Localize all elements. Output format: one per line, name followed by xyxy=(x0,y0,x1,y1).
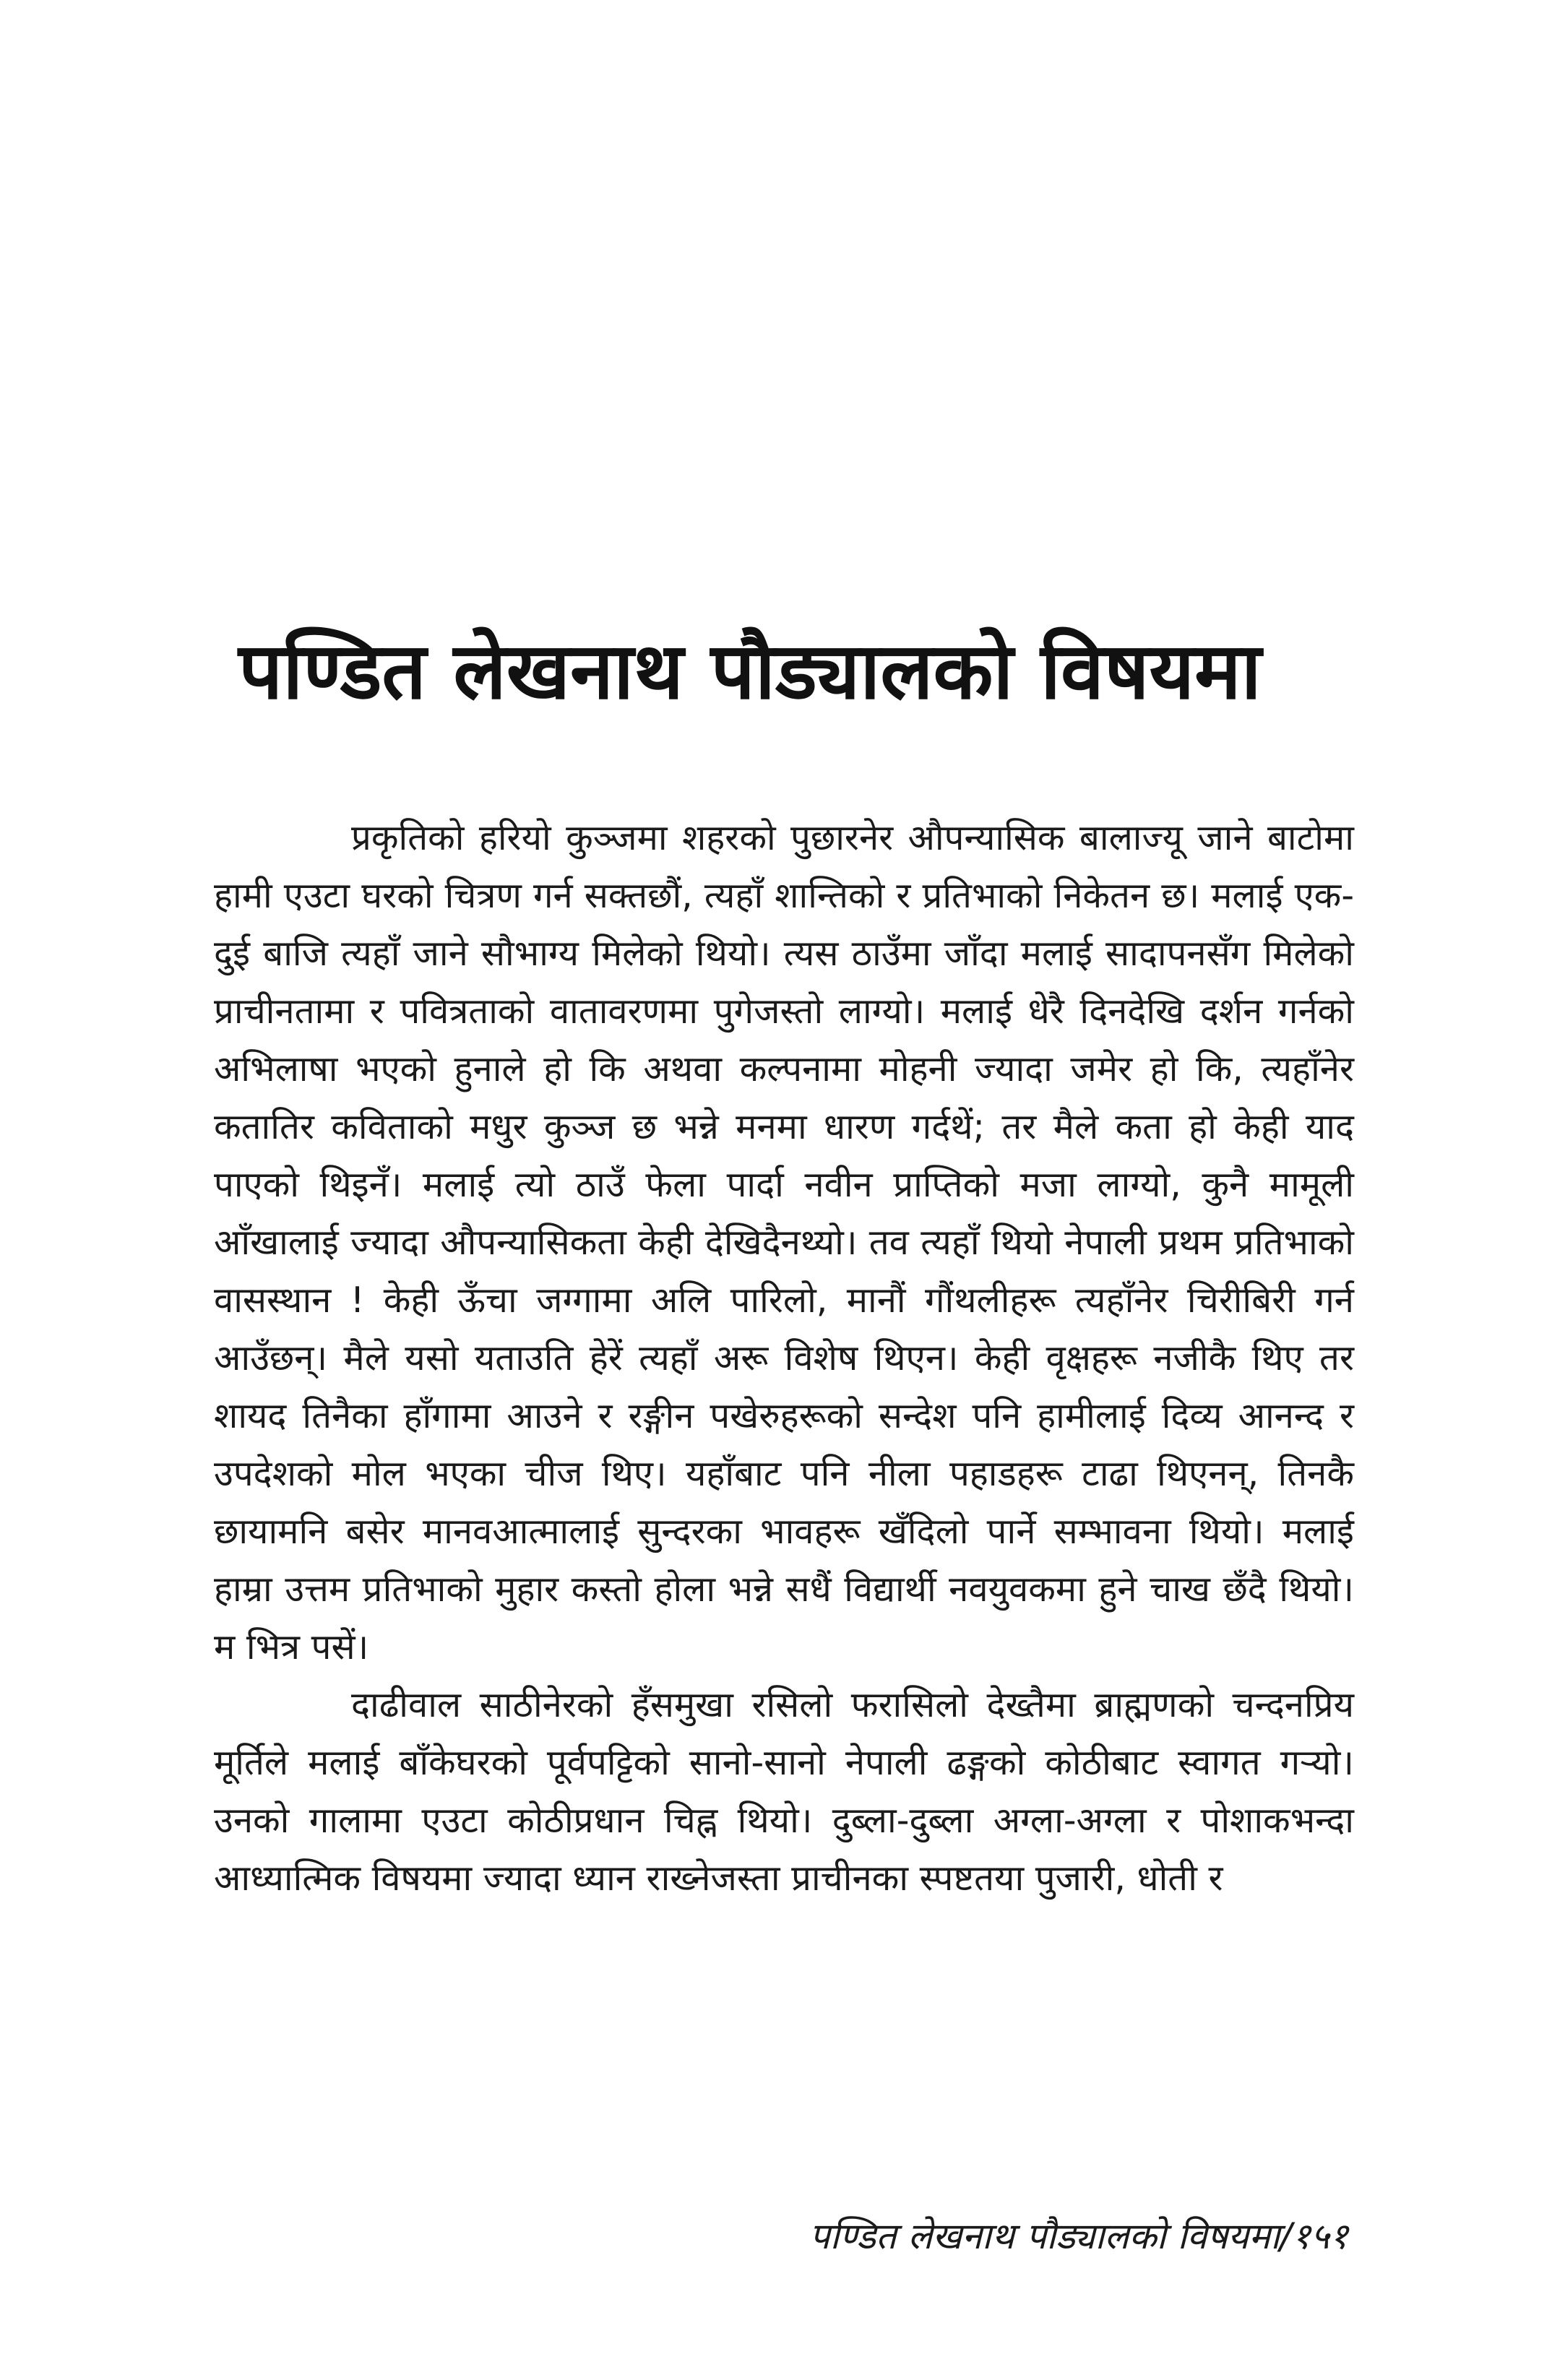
chapter-body xyxy=(214,809,1354,1907)
paragraph-1: प्रकृतिको हरियो कुञ्जमा शहरको पुछारनेर औपन्यासिक बालाज्यू जाने बाटोमा हामी एउटा घरको चित्रण गर्न सक्तछौं, त्यहाँ शान्तिको र प्रतिभाको निकेतन छ। मलाई एक-दुई बाजि त्यहाँ जाने सौभाग्य मिलेको थियो। त्यस ठाउँमा जाँदा मलाई सादापनसँग मिलेको प्राचीनतामा र पवित्रताको वातावरणमा पुगेजस्तो लाग्यो। मलाई धेरै दिनदेखि दर्शन गर्नको अभिलाषा भएको हुनाले हो कि अथवा कल्पनामा मोहनी ज्यादा जमेर हो कि, त्यहाँनेर कतातिर कविताको मधुर कुञ्ज छ भन्ने मनमा धारण गर्दथें; तर मैले कता हो केही याद पाएको थिइनँ। मलाई त्यो ठाउँ फेला पार्दा नवीन प्राप्तिको मजा लाग्यो, कुनै मामूली आँखालाई ज्यादा औपन्यासिकता केही देखिदैनथ्यो। तव त्यहाँ थियो नेपाली प्रथम प्रतिभाको वासस्थान ! केही ऊँचा जग्गामा अलि पारिलो, मानौं गौंथलीहरू त्यहाँनेर चिरीबिरी गर्न आउँछन्। मैले यसो यताउति हेरें त्यहाँ अरू विशेष थिएन। केही वृक्षहरू नजीकै थिए तर शायद तिनैका हाँगामा आउने र रङ्गीन पखेरुहरूको सन्देश पनि हामीलाई दिव्य आनन्द र उपदेशको मोल भएका चीज थिए। यहाँबाट पनि नीला पहाडहरू टाढा थिएनन्, तिनकै छायामनि बसेर मानवआत्मालाई सुन्दरका भावहरू खँदिलो पार्ने सम्भावना थियो। मलाई हाम्रा उत्तम प्रतिभाको मुहार कस्तो होला भन्ने सधैं विद्यार्थी नवयुवकमा हुने चाख छँदै थियो। म भित्र पसें। xyxy=(214,817,1354,1668)
paragraph-2: दाढीवाल साठीनेरको हँसमुखा रसिलो फरासिलो देख्तैमा ब्राह्मणको चन्दनप्रिय मूर्तिले मलाई बाँकेघरको पूर्वपट्टिको सानो-सानो नेपाली ढङ्गको कोठीबाट स्वागत गर्‍यो। उनको गालामा एउटा कोठीप्रधान चिह्न थियो। दुब्ला-दुब्ला अग्ला-अग्ला र पोशाकभन्दा आध्यात्मिक विषयमा ज्यादा ध्यान राख्नेजस्ता प्राचीनका स्पष्टतया पुजारी, धोती र xyxy=(214,1684,1354,1899)
running-footer: पण्डित लेखनाथ पौड्यालको विषयमा/१५१ xyxy=(809,2215,1348,2257)
chapter-title: पण्डित लेखनाथ पौड्यालको विषयमा xyxy=(238,626,1262,717)
